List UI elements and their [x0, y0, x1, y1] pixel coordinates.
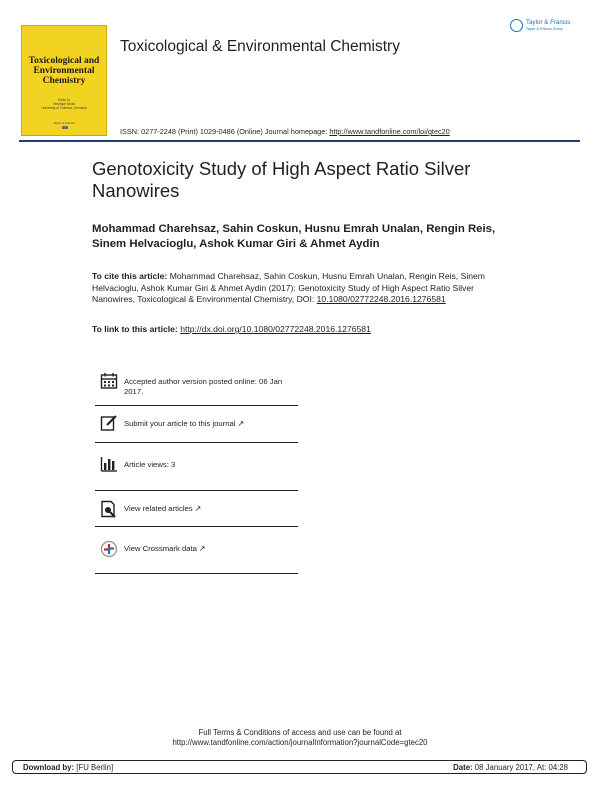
journal-title: Toxicological & Environmental Chemistry [120, 38, 400, 55]
downloaded-by-value: [FU Berlin] [76, 763, 114, 772]
external-link-icon: ↗ [237, 419, 245, 428]
header-divider [19, 140, 580, 142]
external-link-icon: ↗ [194, 504, 202, 513]
citation-text: Mohammad Charehsaz, Sahin Coskun, Husnu Emrah Unalan, Rengin Reis, Sinem Helvacioglu, Ashok Kumar Giri & Ahmet Aydin (2017): Genotoxicity Study of High Aspect Ratio Silver Nanowires, Toxicological & Environmental Chemistry, DOI: [92, 271, 485, 304]
issn-line [120, 127, 450, 136]
submit-article-row[interactable] [95, 406, 298, 443]
submit-article-link[interactable] [124, 419, 296, 429]
accepted-version-text: Accepted author version posted online: 06 Jan 2017. [124, 377, 283, 396]
external-link-icon: ↗ [198, 544, 206, 553]
download-date-label: Date: [453, 763, 473, 772]
citation-block [92, 271, 512, 306]
downloaded-by [23, 763, 113, 772]
cover-publisher: Taylor & Francis [53, 121, 75, 125]
crossmark-icon [100, 540, 118, 558]
article-doi-link[interactable]: http://dx.doi.org/10.1080/02772248.2016.1276581 [180, 324, 371, 334]
article-authors: Mohammad Charehsaz, Sahin Coskun, Husnu Emrah Unalan, Rengin Reis, Sinem Helvacioglu, Ashok Kumar Giri & Ahmet Aydin [92, 223, 496, 250]
journal-homepage-link[interactable]: http://www.tandfonline.com/loi/gtec20 [329, 127, 450, 136]
calendar-icon [100, 372, 118, 390]
terms-line: Full Terms & Conditions of access and use can be found at [198, 728, 402, 737]
cover-title: Toxicological and Environmental Chemistry [28, 56, 100, 86]
crossmark-link[interactable] [124, 544, 296, 554]
download-info-bar [12, 760, 587, 774]
article-link-label: To link to this article: [92, 324, 178, 334]
submit-article-label: Submit your article to this journal [124, 419, 236, 428]
article-title: Genotoxicity Study of High Aspect Ratio Silver Nanowires [92, 158, 471, 201]
cover-publisher-logo [62, 126, 68, 129]
crossmark-row[interactable] [95, 527, 298, 574]
download-date-value: 08 January 2017, At: 04:28 [474, 763, 568, 772]
bar-chart-icon [100, 455, 118, 473]
publisher-logo-text: Taylor & Francis [526, 19, 571, 26]
document-search-icon [100, 500, 118, 518]
publisher-logo-icon [510, 19, 523, 32]
crossmark-label: View Crossmark data [124, 544, 197, 553]
accepted-version-row [95, 364, 298, 406]
terms-url-link[interactable]: http://www.tandfonline.com/action/journalInformation?journalCode=gtec20 [172, 738, 428, 747]
article-views-text: Article views: 3 [124, 460, 176, 469]
citation-label: To cite this article: [92, 271, 168, 281]
terms-footer [0, 728, 600, 748]
related-articles-row[interactable] [95, 491, 298, 527]
article-views-row [95, 443, 298, 491]
publisher-logo [510, 18, 582, 36]
journal-cover-image [21, 25, 107, 136]
article-link-line [92, 324, 512, 336]
citation-doi-link[interactable]: 10.1080/02772248.2016.1276581 [316, 294, 446, 304]
article-info-box [95, 364, 298, 574]
issn-text: ISSN: 0277-2248 (Print) 1029-0486 (Online) Journal homepage: [120, 127, 328, 136]
downloaded-by-label: Download by: [23, 763, 75, 772]
related-articles-link[interactable] [124, 504, 296, 514]
related-articles-label: View related articles [124, 504, 193, 513]
publisher-logo-subtext: Taylor & Francis Group [526, 27, 563, 31]
download-date [453, 763, 568, 772]
pencil-edit-icon [100, 414, 118, 432]
cover-editor: Editor in Henrique Stoks University of Coimbra, Germany [41, 98, 87, 110]
